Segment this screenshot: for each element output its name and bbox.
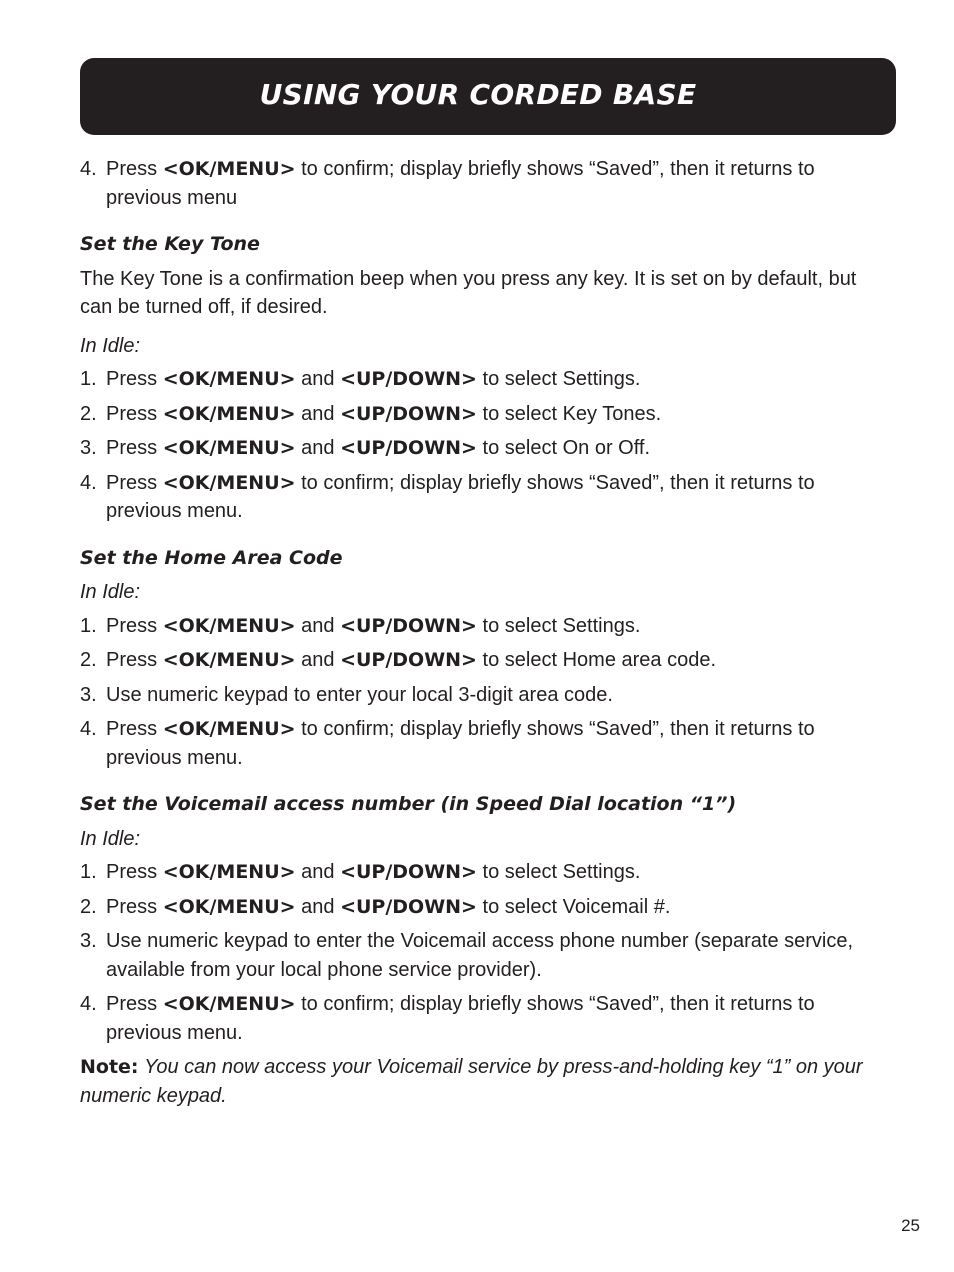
step-text	[106, 858, 882, 887]
list-item	[80, 155, 882, 212]
page-title: USING YOUR CORDED BASE	[259, 78, 697, 111]
step-number: 3.	[80, 683, 97, 706]
step-text-and: and	[301, 649, 335, 671]
list-item	[80, 646, 882, 675]
step-number: 2.	[80, 649, 97, 671]
step-number: 3.	[80, 930, 97, 952]
ok-menu-key: <OK/MENU>	[162, 718, 296, 740]
up-down-key: <UP/DOWN>	[340, 437, 477, 459]
up-down-key: <UP/DOWN>	[340, 895, 477, 918]
step-text-after: to confirm; display briefly shows “Saved”, then it returns to previous menu.	[106, 471, 815, 522]
section-heading-home-area-code: Set the Home Area Code	[80, 546, 343, 569]
up-down-key: <UP/DOWN>	[340, 861, 477, 883]
step-text-and: and	[301, 402, 335, 425]
page-content	[80, 155, 882, 1110]
list-item	[80, 893, 882, 922]
step-text-after: to confirm; display briefly shows “Saved”, then it returns to previous menu.	[106, 718, 815, 769]
step-number: 3.	[80, 437, 97, 459]
step-text-before: Press	[106, 895, 158, 918]
step-text	[106, 612, 882, 641]
in-idle-label: In Idle:	[80, 581, 141, 603]
step-text	[106, 434, 882, 463]
step-number: 2.	[80, 402, 97, 425]
list-item	[80, 365, 882, 394]
step-text-before: Press	[106, 402, 158, 425]
up-down-key: <UP/DOWN>	[340, 402, 477, 425]
list-item	[80, 434, 882, 463]
step-text-after: to select Key Tones.	[482, 402, 662, 425]
step-number: 1.	[80, 368, 97, 390]
up-down-key: <UP/DOWN>	[340, 614, 477, 637]
section-heading-key-tone: Set the Key Tone	[80, 233, 260, 255]
note-text: You can now access your Voicemail service by press-and-holding key “1” on your numeric keypad.	[80, 1056, 863, 1107]
step-number: 4.	[80, 993, 97, 1015]
in-idle-label: In Idle:	[80, 334, 141, 357]
step-text	[106, 400, 882, 429]
step-text-before: Press	[106, 158, 158, 180]
list-item	[80, 990, 882, 1047]
ok-menu-key: <OK/MENU>	[162, 402, 296, 425]
step-text-and: and	[301, 368, 335, 390]
step-text-after: to select Voicemail #.	[482, 895, 671, 918]
step-number: 2.	[80, 895, 97, 918]
step-text	[106, 893, 882, 922]
list-item	[80, 469, 882, 526]
list-item	[80, 927, 882, 984]
step-text-after: to select Settings.	[482, 861, 641, 883]
up-down-key: <UP/DOWN>	[340, 649, 477, 671]
section-heading-voicemail: Set the Voicemail access number (in Speed Dial location “1”)	[80, 793, 737, 815]
step-text	[106, 646, 882, 675]
step-text-and: and	[301, 861, 335, 883]
list-item	[80, 681, 882, 710]
step-text	[106, 469, 882, 526]
ok-menu-key: <OK/MENU>	[162, 158, 296, 180]
step-text-before: Press	[106, 718, 158, 740]
ok-menu-key: <OK/MENU>	[162, 471, 296, 494]
step-text-after: to confirm; display briefly shows “Saved”, then it returns to previous menu	[106, 158, 815, 209]
in-idle-label: In Idle:	[80, 827, 141, 850]
ok-menu-key: <OK/MENU>	[162, 895, 296, 918]
ok-menu-key: <OK/MENU>	[162, 993, 296, 1015]
step-text-before: Press	[106, 861, 158, 883]
step-number: 4.	[80, 158, 97, 180]
step-text-and: and	[301, 614, 335, 637]
step-text-after: to confirm; display briefly shows “Saved”, then it returns to previous menu.	[106, 993, 815, 1044]
ok-menu-key: <OK/MENU>	[162, 368, 296, 390]
step-text-after: to select Settings.	[482, 614, 641, 637]
step-text-before: Press	[106, 649, 158, 671]
key-tone-description: The Key Tone is a confirmation beep when you press any key. It is set on by default, but can be turned off, if desired.	[80, 267, 857, 318]
step-text: Use numeric keypad to enter the Voicemail access phone number (separate service, available from your local phone service provider).	[106, 930, 854, 981]
step-text-before: Press	[106, 993, 158, 1015]
step-text	[106, 155, 882, 212]
list-item	[80, 715, 882, 772]
step-text	[106, 990, 882, 1047]
ok-menu-key: <OK/MENU>	[162, 614, 296, 637]
page-number: 25	[901, 1216, 920, 1235]
ok-menu-key: <OK/MENU>	[162, 437, 296, 459]
up-down-key: <UP/DOWN>	[340, 368, 477, 390]
step-number: 4.	[80, 471, 97, 494]
step-text-after: to select On or Off.	[482, 437, 651, 459]
step-number: 4.	[80, 718, 97, 740]
step-text-before: Press	[106, 471, 158, 494]
step-text-after: to select Home area code.	[482, 649, 717, 671]
step-text-and: and	[301, 895, 335, 918]
step-text: Use numeric keypad to enter your local 3-digit area code.	[106, 683, 613, 706]
step-text-before: Press	[106, 437, 158, 459]
step-text-before: Press	[106, 614, 158, 637]
step-text	[106, 365, 882, 394]
list-item	[80, 400, 882, 429]
ok-menu-key: <OK/MENU>	[162, 649, 296, 671]
note	[80, 1053, 882, 1110]
list-item	[80, 858, 882, 887]
step-text	[106, 715, 882, 772]
note-label: Note:	[80, 1056, 139, 1078]
ok-menu-key: <OK/MENU>	[162, 861, 296, 883]
list-item	[80, 612, 882, 641]
step-text-and: and	[301, 437, 335, 459]
step-text-after: to select Settings.	[482, 368, 641, 390]
step-number: 1.	[80, 861, 97, 883]
step-number: 1.	[80, 614, 97, 637]
step-text-before: Press	[106, 368, 158, 390]
